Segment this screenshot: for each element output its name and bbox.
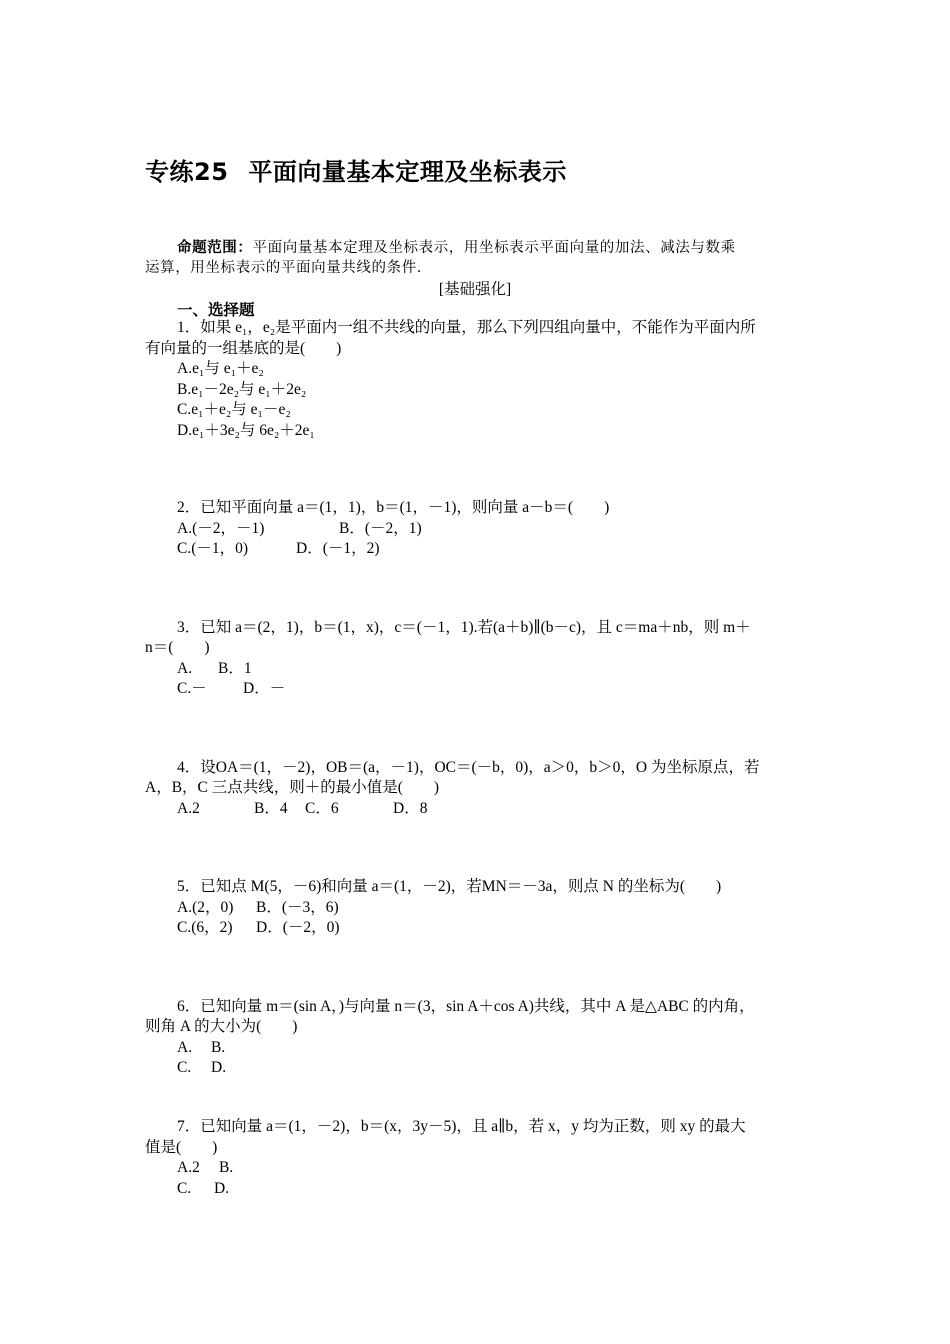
- q3-line-1: 3．已知 a＝(2，1)，b＝(1，x)，c＝(－1，1).若(a＋b)∥(b－c)，且 c＝ma＋nb，则 m＋: [177, 619, 751, 636]
- q6-option-c: C.: [177, 1059, 192, 1076]
- section-heading: 一、选择题: [177, 301, 255, 319]
- q5-option-c: C.(6，2): [177, 919, 233, 936]
- q3-option-a: A.: [177, 660, 193, 677]
- q5-option-d: D．(－2，0): [256, 919, 340, 936]
- q7-option-a: A.2: [177, 1159, 200, 1176]
- q6-line-2: 则角 A 的大小为( ): [145, 1018, 298, 1035]
- title-text: 平面向量基本定理及坐标表示: [248, 158, 567, 186]
- q4-option-d: D．8: [393, 800, 428, 817]
- intro-text-1: 平面向量基本定理及坐标表示，用坐标表示平面向量的加法、减法与数乘: [252, 240, 736, 256]
- q7-option-c: C.: [177, 1180, 192, 1197]
- title-number: 专练25: [145, 158, 229, 186]
- q3-option-c: C.－: [177, 680, 207, 697]
- q2-option-b: B．(－2，1): [339, 520, 422, 537]
- q6-line-1: 6．已知向量 m＝(sin A，)与向量 n＝(3，sin A＋cos A)共线，其中 A 是△ABC 的内角，: [177, 998, 755, 1015]
- q2-option-d: D．(－1，2): [296, 540, 380, 557]
- q6-option-a: A.: [177, 1039, 193, 1056]
- page-title: [145, 152, 567, 187]
- q4-option-c: C．6: [305, 800, 339, 817]
- q1-line-2: 有向量的一组基底的是( ): [145, 340, 342, 357]
- q4-line-2: A，B，C 三点共线，则＋的最小值是( ): [145, 779, 440, 796]
- q3-option-b: B．1: [218, 660, 252, 677]
- q1-option-c: C.e₁＋e₂与 e₁－e₂: [177, 401, 291, 418]
- intro-label: 命题范围：: [177, 240, 253, 256]
- q7-line-1: 7．已知向量 a＝(1，－2)，b＝(x，3y－5)，且 a∥b，若 x，y 均为正数，则 xy 的最大: [177, 1118, 746, 1135]
- q1-option-b: B.e₁－2e₂与 e₁＋2e₂: [177, 381, 307, 398]
- q2-option-c: C.(－1，0): [177, 540, 249, 557]
- q7-option-b: B.: [219, 1159, 234, 1176]
- q1-option-a: A.e₁与 e₁＋e₂: [177, 360, 264, 377]
- q4-option-b: B．4: [254, 800, 288, 817]
- q5-line-1: 5．已知点 M(5，－6)和向量 a＝(1，－2)，若MN＝－3a，则点 N 的坐标为( ): [177, 878, 722, 895]
- q3-option-d: D．－: [243, 680, 286, 697]
- q2-option-a: A.(－2，－1): [177, 520, 265, 537]
- q6-option-b: B.: [211, 1039, 226, 1056]
- intro-line-1: [177, 238, 736, 258]
- q5-option-b: B．(－3，6): [256, 899, 339, 916]
- q4-option-a: A.2: [177, 800, 200, 817]
- q7-option-d: D.: [214, 1180, 230, 1197]
- level-heading: [基础强化]: [438, 281, 512, 298]
- q2-line-1: 2．已知平面向量 a＝(1，1)，b＝(1，－1)，则向量 a－b＝( ): [177, 499, 610, 516]
- q1-option-d: D.e₁＋3e₂与 6e₂＋2e₁: [177, 422, 315, 439]
- intro-line-2: 运算，用坐标表示的平面向量共线的条件.: [145, 260, 423, 276]
- q3-line-2: n＝( ): [145, 639, 210, 656]
- q5-option-a: A.(2，0): [177, 899, 234, 916]
- q7-line-2: 值是( ): [145, 1139, 218, 1156]
- q1-line-1: 1．如果 e₁，e₂是平面内一组不共线的向量，那么下列四组向量中，不能作为平面内所: [177, 319, 756, 336]
- q4-line-1: 4．设OA＝(1，－2)，OB＝(a，－1)，OC＝(－b，0)，a＞0，b＞0，O 为坐标原点，若: [177, 759, 760, 776]
- q6-option-d: D.: [211, 1059, 227, 1076]
